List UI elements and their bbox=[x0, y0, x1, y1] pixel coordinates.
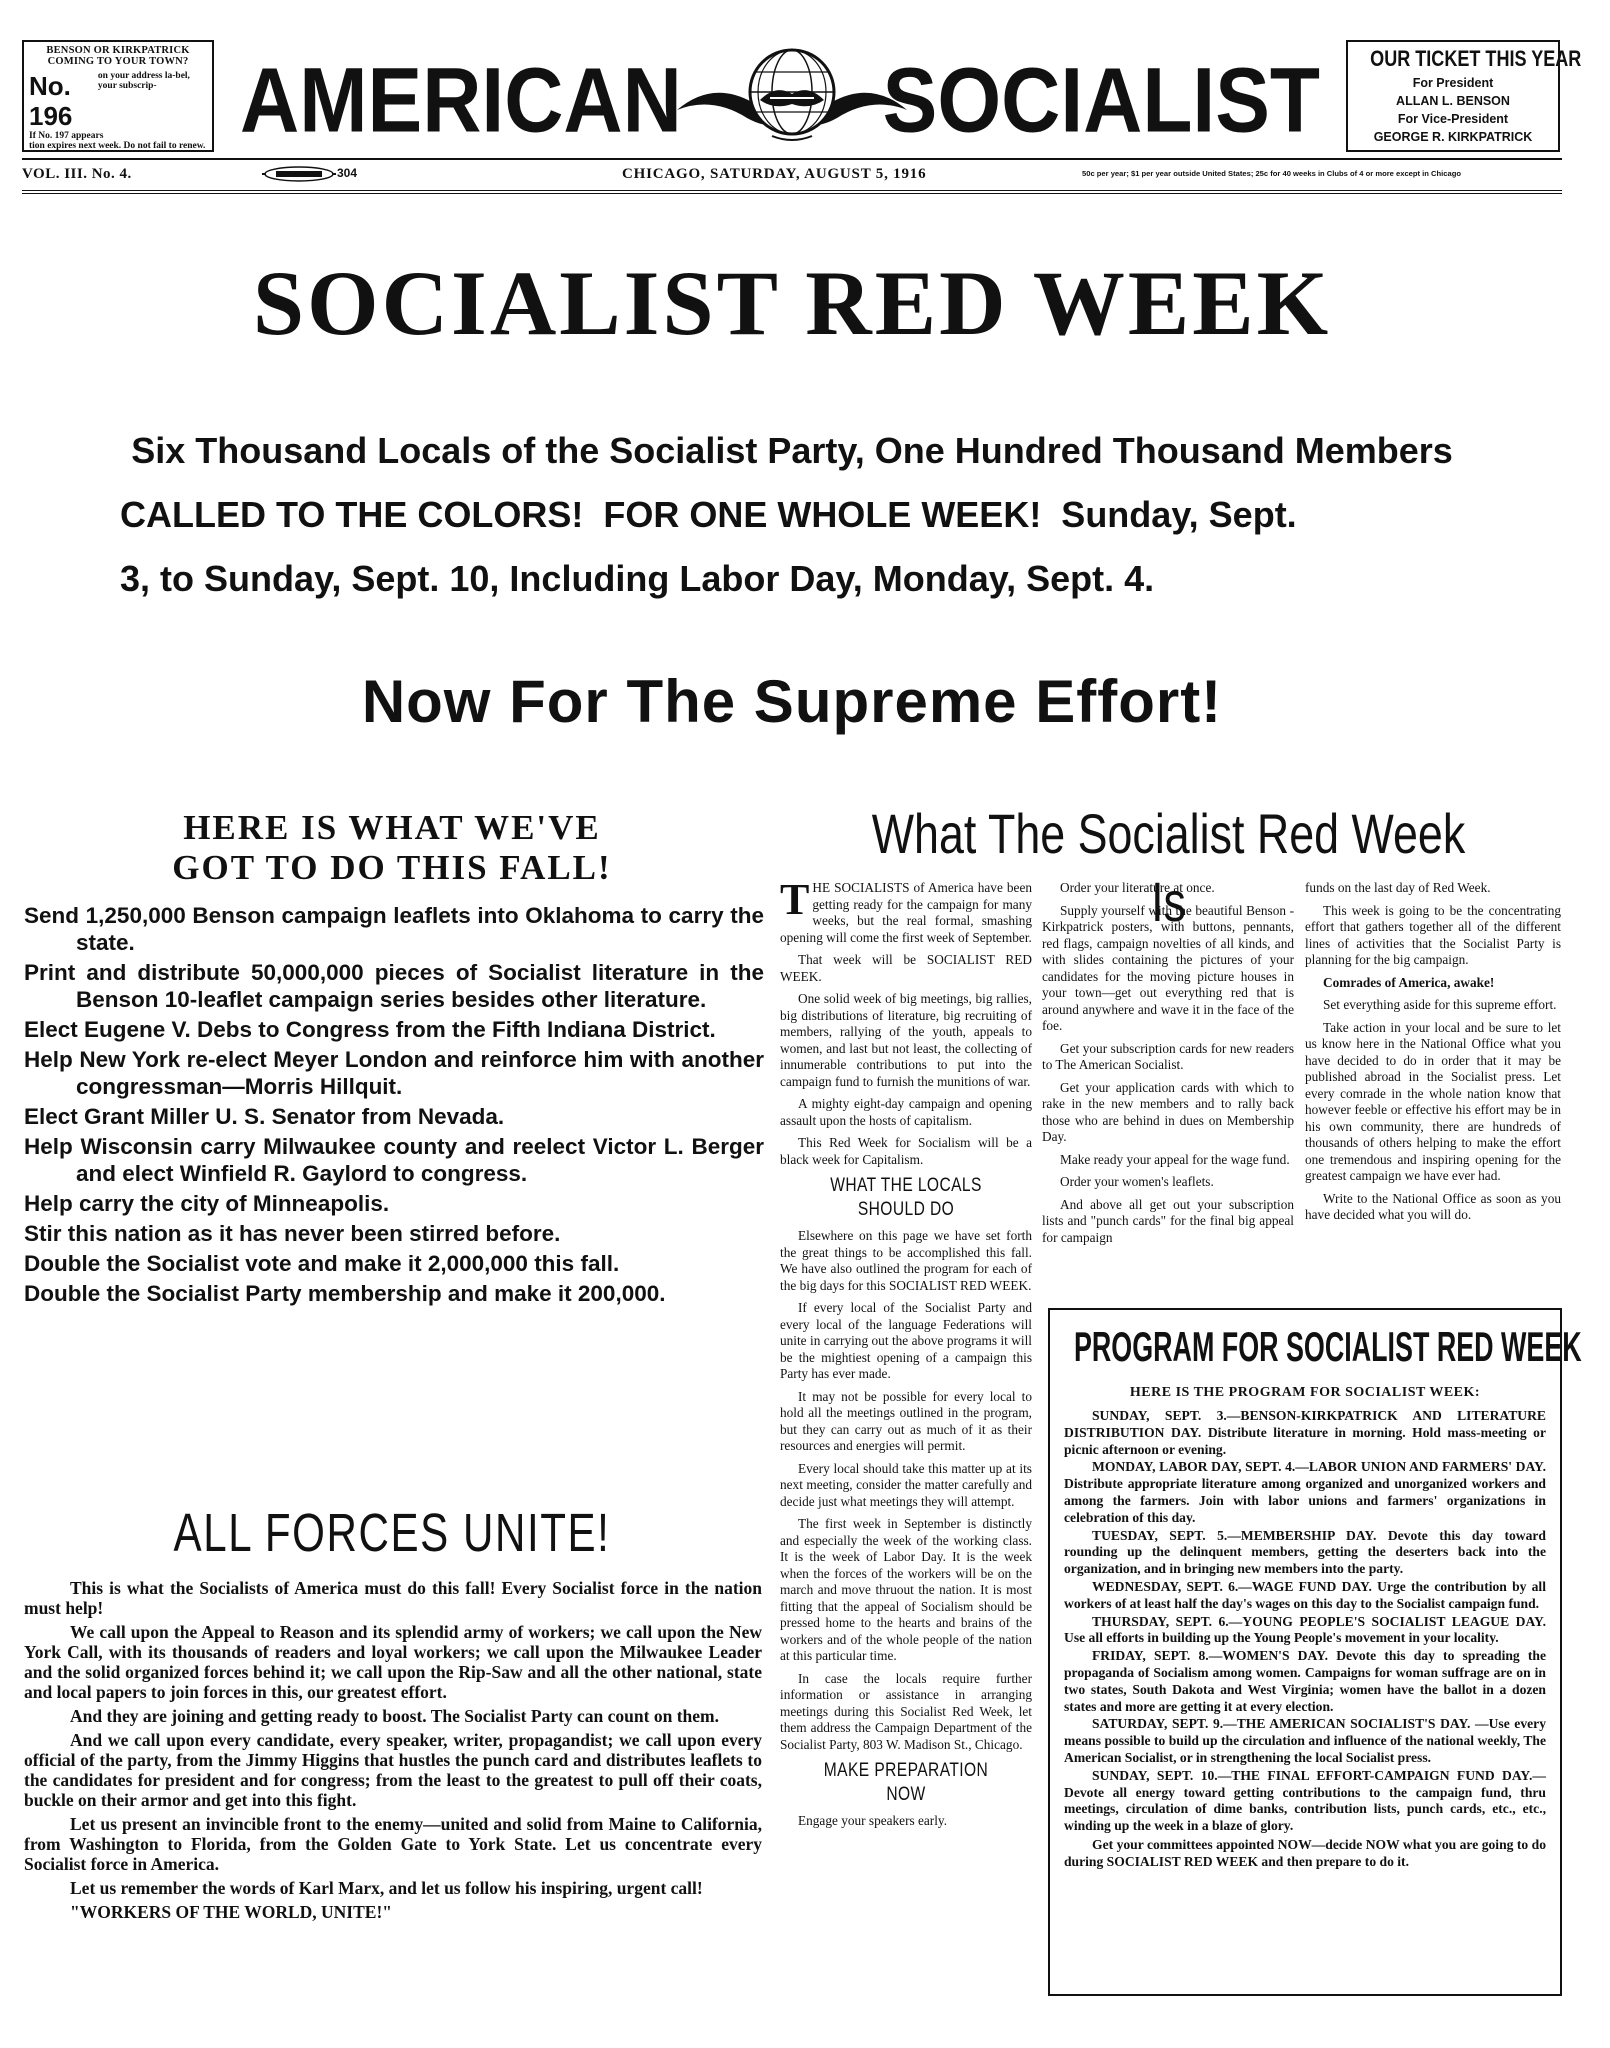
ticket-vp-name: GEORGE R. KIRKPATRICK bbox=[1373, 130, 1533, 144]
program-intro: HERE IS THE PROGRAM FOR SOCIALIST WEEK: bbox=[1129, 1385, 1481, 1400]
unite-paragraph: Let us remember the words of Karl Marx, and let us follow his inspiring, urgent call! bbox=[70, 1878, 703, 1898]
program-day-item: WEDNESDAY, SEPT. 6.—WAGE FUND DAY. Urge the contribution by all workers of at least half the day's wages on this day to the Socialist campaign fund. bbox=[1064, 1578, 1546, 1611]
todo-heading-line-2: GOT TO DO THIS FALL! bbox=[172, 848, 612, 887]
todo-item: Double the Socialist vote and make it 2,000,000 this fall. bbox=[24, 1251, 620, 1276]
preparation-subheading: MAKE PREPARATION NOW bbox=[823, 1760, 989, 1805]
red-week-column-1 bbox=[780, 875, 1032, 1836]
article-paragraph: Elsewhere on this page we have set forth the great things to be accomplished this fall. We have also outlined the program for each of the big days for this SOCIALIST RED WEEK. bbox=[780, 1228, 1032, 1293]
program-box bbox=[1048, 1308, 1582, 1996]
program-day-item: SUNDAY, SEPT. 10.—THE FINAL EFFORT-CAMPAIGN FUND DAY.—Devote all energy toward getting contributions to the campaign fund, thru meetings, circulation of dime banks, contribution lists, punch cards, etc., etc., winding up the week in a blaze of glory. bbox=[1064, 1767, 1546, 1834]
todo-heading-line-1: HERE IS WHAT WE'VE bbox=[183, 808, 601, 847]
article-text: HE SOCIALISTS of America have been getting ready for the campaign for many weeks, but the real formal, smashing opening will come the first week of September. bbox=[780, 880, 1032, 945]
nameplate-american: AMERICAN bbox=[240, 49, 682, 152]
todo-item: Help carry the city of Minneapolis. bbox=[24, 1191, 390, 1216]
subheadline-2: CALLED TO THE COLORS! FOR ONE WHOLE WEEK! Sunday, Sept. bbox=[120, 494, 1297, 535]
ticket-heading: OUR TICKET THIS YEAR bbox=[1370, 46, 1582, 71]
red-week-column-3 bbox=[1305, 880, 1561, 1230]
unite-paragraph: And we call upon every candidate, every speaker, writer, propagandist; we call upon every official of the party, from the Jimmy Higgins that hustles the punch card and distributes leaflets to the candidates for president and for congress; from the least to the greatest to pull off their coats, buckle on their armor and get into this fight. bbox=[24, 1730, 762, 1810]
article-paragraph: Make ready your appeal for the wage fund. bbox=[1060, 1151, 1290, 1167]
ear-left-note: on your address la-bel, your subscrip- bbox=[97, 71, 190, 91]
article-paragraph: Take action in your local and be sure to let us know here in the National Office what you have decided to do in order that it may be published abroad in the Socialist press. Let every comrade in the whole nation know that however feeble or effective his effort may be in his own community, there are hundreds of thousands of others helping to make the effort one tremendous and inspiring opening for the greatest campaign we have ever had. bbox=[1305, 1019, 1561, 1183]
all-forces-unite-heading: ALL FORCES UNITE! bbox=[173, 1503, 611, 1563]
all-forces-unite-body bbox=[24, 1578, 762, 1926]
ear-left-heading: BENSON OR KIRKPATRICK COMING TO YOUR TOWN? bbox=[46, 45, 190, 67]
volume-number: VOL. III. No. 4. bbox=[22, 166, 132, 182]
subscription-number: No. 196 bbox=[29, 71, 73, 131]
program-day-item: SATURDAY, SEPT. 9.—THE AMERICAN SOCIALIST'S DAY. —Use every means possible to build up the circulation and influence of the national weekly, The American Socialist, or in strengthening the local Socialist press. bbox=[1064, 1716, 1546, 1765]
main-headline: SOCIALIST RED WEEK bbox=[252, 252, 1332, 354]
todo-heading bbox=[22, 808, 762, 888]
todo-item: Help New York re-elect Meyer London and reinforce him with another congressman—Morris Hillquit. bbox=[24, 1047, 764, 1099]
todo-item: Elect Grant Miller U. S. Senator from Nevada. bbox=[24, 1104, 505, 1129]
article-paragraph: funds on the last day of Red Week. bbox=[1305, 880, 1491, 895]
subheadline-3: 3, to Sunday, Sept. 10, Including Labor Day, Monday, Sept. 4. bbox=[120, 558, 1155, 599]
subheadline-1: Six Thousand Locals of the Socialist Party, One Hundred Thousand Members bbox=[131, 430, 1453, 471]
program-day-item: TUESDAY, SEPT. 5.—MEMBERSHIP DAY. Devote this day toward rounding up the delinquent members, getting the deserters back into the organization, and in bringing new members into the party. bbox=[1064, 1527, 1546, 1577]
ear-left-row bbox=[29, 71, 207, 131]
article-paragraph: Write to the National Office as soon as you have decided what you will do. bbox=[1305, 1190, 1561, 1222]
dateline-bar bbox=[22, 158, 1562, 194]
todo-item: Elect Eugene V. Debs to Congress from the Fifth Indiana District. bbox=[24, 1017, 716, 1042]
unite-paragraph: Let us present an invincible front to the enemy—united and solid from Maine to California, from Washington to Florida, from the Golden Gate to York State. Let us concentrate every Socialist force in America. bbox=[24, 1814, 762, 1874]
todo-item: Double the Socialist Party membership and make it 200,000. bbox=[24, 1281, 666, 1306]
todo-item: Stir this nation as it has never been stirred before. bbox=[24, 1221, 561, 1246]
program-day-item: MONDAY, LABOR DAY, SEPT. 4.—LABOR UNION AND FARMERS' DAY. Distribute appropriate literature among organized and unorganized workers and among the farmers. Join with labor unions and farmers' organizations in celebration of this day. bbox=[1064, 1459, 1546, 1525]
article-paragraph: Order your literature at once. bbox=[1060, 880, 1215, 895]
ticket-president-name: ALLAN L. BENSON bbox=[1396, 94, 1510, 108]
article-paragraph: That week will be SOCIALIST RED WEEK. bbox=[780, 952, 1032, 984]
subscription-rates: 50c per year; $1 per year outside United States; 25c for 40 weeks in Clubs of 4 or more except in Chicago bbox=[1082, 169, 1461, 178]
ticket-president-label: For President bbox=[1412, 76, 1494, 90]
supreme-effort-headline: Now For The Supreme Effort! bbox=[361, 668, 1223, 735]
program-day-item: FRIDAY, SEPT. 8.—WOMEN'S DAY. Devote this day to spreading the propaganda of Socialism among women. Campaigns for woman suffrage are on in two states, South Dakota and West Virginia; women have the ballot in a dozen states and more are getting it at every election. bbox=[1064, 1648, 1546, 1714]
locals-subheading: WHAT THE LOCALS SHOULD DO bbox=[830, 1175, 982, 1220]
article-paragraph: Every local should take this matter up at its next meeting, consider the matter carefully and decide just what meetings they will attempt. bbox=[780, 1460, 1032, 1509]
ticket-vp-label: For Vice-President bbox=[1397, 112, 1509, 126]
todo-item: Help Wisconsin carry Milwaukee county and reelect Victor L. Berger and elect Winfield R. Gaylord to congress. bbox=[24, 1134, 764, 1186]
union-label-icon bbox=[262, 165, 336, 183]
unite-paragraph: And they are joining and getting ready to boost. The Socialist Party can count on them. bbox=[70, 1706, 719, 1726]
program-day-item: SUNDAY, SEPT. 3.—BENSON-KIRKPATRICK AND LITERATURE DISTRIBUTION DAY. Distribute literature in morning. Hold mass-meeting or picnic afternoon or evening. bbox=[1064, 1408, 1546, 1457]
article-paragraph: Get your subscription cards for new readers to The American Socialist. bbox=[1042, 1040, 1294, 1072]
article-paragraph: It may not be possible for every local to hold all the meetings outlined in the program, but they can carry out as much of it as their resources and energies will permit. bbox=[780, 1388, 1032, 1453]
unite-paragraph: We call upon the Appeal to Reason and its splendid army of workers; we call upon the New York Call, with its thousands of readers and loyal workers; we call upon the Milwaukee Leader and the solid organized forces behind it; we call upon the Rip-Saw and all the other national, state and local papers to join forces in this, our greatest effort. bbox=[24, 1622, 762, 1702]
article-paragraph: And above all get out your subscription lists and "punch cards" for the final big appeal for campaign bbox=[1042, 1196, 1294, 1245]
issue-date: CHICAGO, SATURDAY, AUGUST 5, 1916 bbox=[622, 166, 927, 182]
article-paragraph: Order your women's leaflets. bbox=[1060, 1174, 1214, 1189]
red-week-column-2 bbox=[1042, 880, 1294, 1252]
ear-left-note-mid: If No. 197 appears bbox=[29, 131, 104, 141]
program-title: PROGRAM FOR SOCIALIST RED WEEK bbox=[1073, 1323, 1582, 1370]
article-paragraph: One solid week of big meetings, big rallies, big distributions of literature, big recruiting of members, rallying of the youth, appeals to women, and last but not least, the collecting of innumerable contributions to put into the campaign fund to furnish the munitions of war. bbox=[780, 991, 1032, 1089]
article-paragraph: In case the locals require further information or assistance in arranging meetings during this Socialist Red Week, let them address the Campaign Department of the Socialist Party, 803 W. Madison St., Chicago. bbox=[780, 1670, 1032, 1752]
marx-quote: "WORKERS OF THE WORLD, UNITE!" bbox=[70, 1902, 393, 1922]
ear-left-note-tail: tion expires next week. Do not fail to renew. bbox=[29, 141, 206, 151]
program-day-item: THURSDAY, SEPT. 6.—YOUNG PEOPLE'S SOCIALIST LEAGUE DAY. Use all efforts in building up the Young People's movement in your locality. bbox=[1064, 1613, 1546, 1646]
article-paragraph: Comrades of America, awake! bbox=[1323, 974, 1495, 990]
ear-box-left bbox=[22, 40, 214, 152]
article-paragraph: Get your application cards with which to rake in the new members and to rally back those who are behind in dues on Membership Day. bbox=[1042, 1079, 1294, 1144]
article-paragraph: Engage your speakers early. bbox=[798, 1813, 948, 1828]
union-number: 304 bbox=[337, 166, 358, 180]
program-closing: Get your committees appointed NOW—decide NOW what you are going to do during SOCIALIST RED WEEK and then prepare to do it. bbox=[1064, 1836, 1546, 1869]
todo-list bbox=[24, 902, 764, 1310]
article-paragraph: A mighty eight-day campaign and opening assault upon the hosts of capitalism. bbox=[780, 1096, 1032, 1128]
article-paragraph: Set everything aside for this supreme effort. bbox=[1323, 997, 1557, 1012]
article-paragraph: If every local of the Socialist Party and every local of the language Federations will unite in carrying out the above programs it will be the mightiest opening of a campaign this Party has ever made. bbox=[780, 1300, 1032, 1381]
todo-item: Print and distribute 50,000,000 pieces of Socialist literature in the Benson 10-leaflet campaign series besides other literature. bbox=[24, 960, 764, 1012]
ticket-box bbox=[1346, 40, 1582, 152]
globe-handshake-emblem bbox=[672, 40, 912, 150]
article-paragraph: Supply yourself with the beautiful Benson - Kirkpatrick posters, with buttons, pennants, red flags, campaign novelties of all kinds, and with slides containing the pictures of your candidates for the moving picture houses in your town—get out everything red that is around anywhere and wave it in the face of the foe. bbox=[1042, 902, 1294, 1033]
article-paragraph: The first week in September is distinctly and especially the week of the working class. It is the week of Labor Day. It is the week when the forces of the workers will be on the march and move thruout the nation. It is most fitting that the appeal of Socialism should be pressed home to the hearts and brains of the workers and of the whole people of the nation at this particular time. bbox=[780, 1516, 1032, 1663]
unite-paragraph: This is what the Socialists of America must do this fall! Every Socialist force in the nation must help! bbox=[24, 1578, 762, 1618]
drop-cap: T bbox=[780, 875, 810, 924]
todo-item: Send 1,250,000 Benson campaign leaflets into Oklahoma to carry the state. bbox=[24, 903, 764, 955]
nameplate-socialist: SOCIALIST bbox=[882, 49, 1320, 152]
red-week-heading: What The Socialist Red Week Is bbox=[871, 802, 1466, 933]
article-paragraph bbox=[780, 875, 1032, 946]
article-paragraph: This week is going to be the concentrating effort that gathers together all of the different lines of activities that the Socialist Party is planning for the big campaign. bbox=[1305, 902, 1561, 967]
article-paragraph: This Red Week for Socialism will be a black week for Capitalism. bbox=[780, 1135, 1032, 1167]
